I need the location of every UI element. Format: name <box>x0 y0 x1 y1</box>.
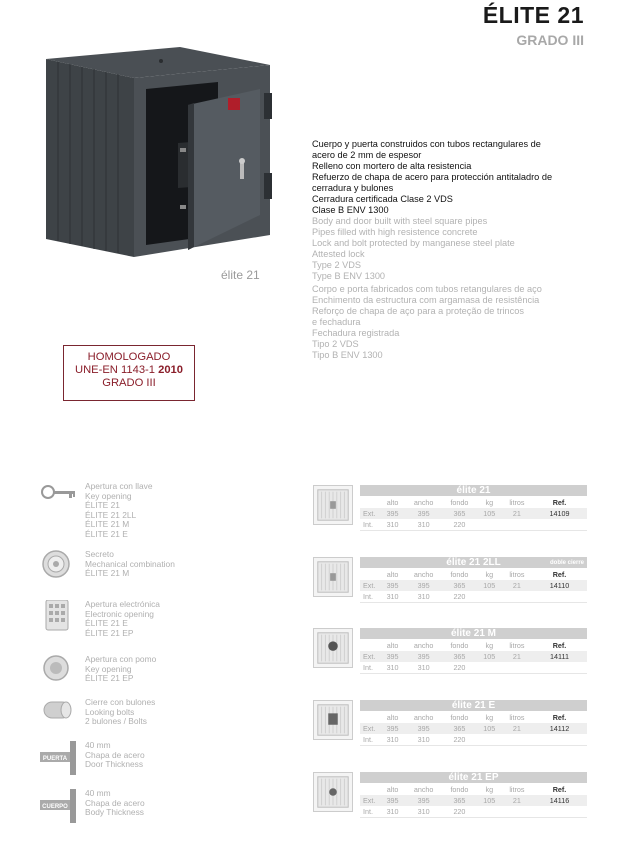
model-name: élite 21 M <box>360 628 587 639</box>
model-spec-table: alto ancho fondo kg litros Ref. Ext. 395 395 365 105 21 14116 Int. 310 310 220 <box>360 784 587 818</box>
safe-thumbnail <box>313 557 353 597</box>
product-grade: GRADO III <box>516 32 584 48</box>
model-name: élite 21 EP <box>360 772 587 783</box>
model-card-14111 <box>313 628 588 676</box>
safe-thumbnail <box>313 485 353 525</box>
combination-dial-icon <box>40 550 80 584</box>
model-name: élite 21 E <box>360 700 587 711</box>
knob-icon <box>40 655 80 689</box>
bolt-icon <box>40 698 80 732</box>
model-card-14116 <box>313 772 588 820</box>
description-spanish: Cuerpo y puerta construidos con tubos rectangulares de acero de 2 mm de espesor Relleno con mortero de alta resistencia Refuerzo de chapa de acero para protección antitaladro de cerradura y bulones Cerradura certificada Clase 2 VDS Clase B ENV 1300 <box>312 139 553 215</box>
model-spec-table: alto ancho fondo kg litros Ref. Ext. 395 395 365 105 21 14109 Int. 310 310 220 <box>360 497 587 531</box>
model-name: élite 21 <box>360 485 587 496</box>
door-plate-icon <box>40 741 80 775</box>
model-name: élite 21 2LL doble cierre <box>360 557 587 568</box>
model-spec-table: alto ancho fondo kg litros Ref. Ext. 395 395 365 105 21 14112 Int. 310 310 220 <box>360 712 587 746</box>
product-title: ÉLITE 21 <box>482 2 584 28</box>
description-english: Body and door built with steel square pipes Pipes filled with high resistence concrete Lock and bolt protected by manganese steel plate Attested lock Type 2 VDS Type B ENV 1300 <box>312 216 515 281</box>
key-icon <box>40 482 80 516</box>
model-spec-table: alto ancho fondo kg litros Ref. Ext. 395 395 365 105 21 14111 Int. 310 310 220 <box>360 640 587 674</box>
safe-thumbnail <box>313 700 353 740</box>
safe-thumbnail <box>313 772 353 812</box>
certification-box: HOMOLOGADO UNE-EN 1143-1 2010 GRADO III <box>63 345 195 401</box>
description-portuguese: Corpo e porta fabricados com tubos retangulares de aço Enchimento da estructura com argamasa de resistência Reforço de chapa de aço para a proteção de trincos e fechadura Fechadura registrada Tipo 2 VDS Tipo B ENV 1300 <box>312 284 542 360</box>
safe-image <box>38 45 278 260</box>
keypad-icon <box>40 600 80 634</box>
model-card-14109 <box>313 485 588 533</box>
model-card-14112 <box>313 700 588 748</box>
svg-text:CUERPO: CUERPO <box>42 804 68 810</box>
model-card-14110 <box>313 557 588 605</box>
svg-text:PUERTA: PUERTA <box>42 756 68 762</box>
image-caption: élite 21 <box>221 268 260 282</box>
body-plate-icon <box>40 789 80 823</box>
safe-thumbnail <box>313 628 353 668</box>
model-spec-table: alto ancho fondo kg litros Ref. Ext. 395 395 365 105 21 14110 Int. 310 310 220 <box>360 569 587 603</box>
